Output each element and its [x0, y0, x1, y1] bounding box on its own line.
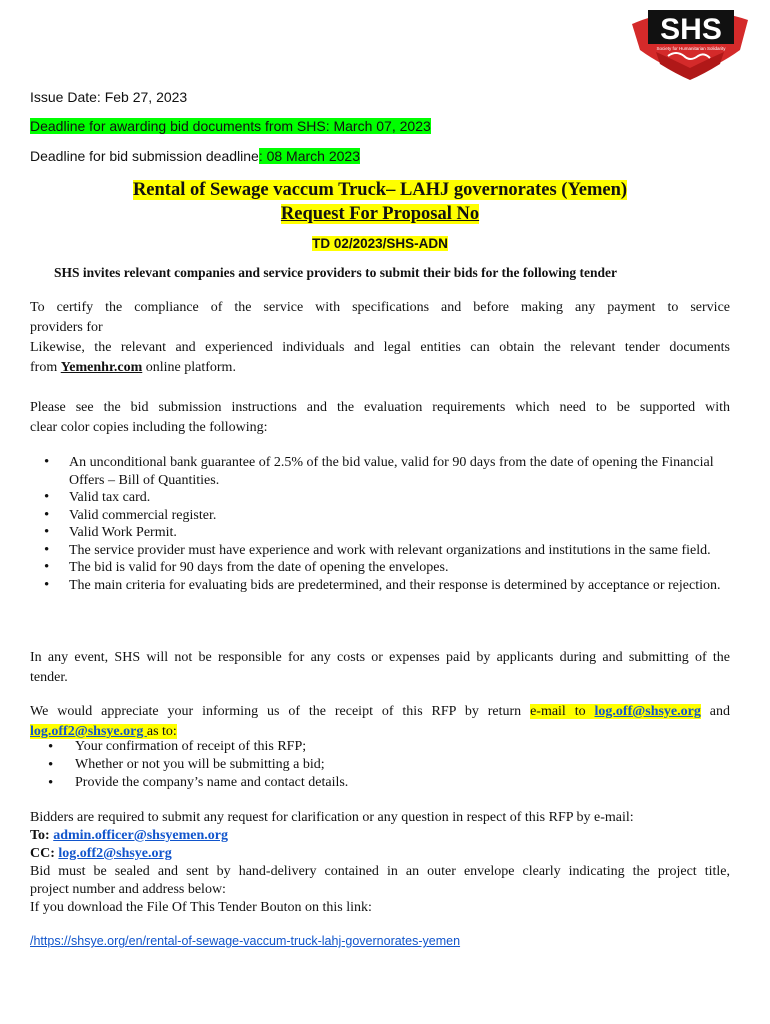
para5-line5: project number and address below: — [30, 882, 226, 897]
requirements-list — [30, 454, 730, 594]
para5-line1: Bidders are required to submit any request for clarification or any question in respect of this RFP by e-mail: — [30, 810, 634, 825]
rfp-number — [0, 236, 760, 251]
rfp-number-text: TD 02/2023/SHS-ADN — [312, 236, 448, 251]
para1-from: from — [30, 360, 61, 375]
cc-label: CC: — [30, 846, 59, 861]
list-item: • An unconditional bank guarantee of 2.5% of the bid value, valid for 90 days from the date of opening the Financial Offers – Bill of Quantities. — [30, 454, 730, 489]
list-item: • Your confirmation of receipt of this RFP; — [30, 738, 730, 756]
rfp-title-text: Request For Proposal No — [280, 204, 480, 224]
deadline-submission-label: Deadline for bid submission deadline — [30, 148, 259, 164]
para2-line1: Please see the bid submission instructions and the evaluation requirements which need to be supported with — [30, 400, 730, 415]
para1-line4 — [30, 358, 730, 378]
issue-date: Issue Date: Feb 27, 2023 — [30, 89, 188, 105]
para3-line2: tender. — [30, 670, 68, 685]
para5-line6: If you download the File Of This Tender Bouton on this link: — [30, 900, 372, 915]
list-item: • Whether or not you will be submitting a bid; — [30, 756, 730, 774]
shs-logo — [628, 6, 752, 84]
para1-line2: providers for — [30, 320, 103, 335]
para1-line3: Likewise, the relevant and experienced individuals and legal entities can obtain the relevant tender documents — [30, 340, 730, 355]
deadline-award — [30, 118, 431, 134]
email-link-log-off[interactable]: log.off@shsye.org — [594, 704, 701, 719]
list-item: • Provide the company’s name and contact details. — [30, 774, 730, 792]
platform-link[interactable]: Yemenhr.com — [60, 360, 143, 375]
confirmation-list — [30, 738, 730, 792]
list-item: • Valid tax card. — [30, 489, 730, 507]
deadline-submission-value: : 08 March 2023 — [258, 148, 360, 164]
paragraph-instructions — [30, 398, 730, 438]
para5-to — [30, 827, 730, 845]
para5-cc — [30, 845, 730, 863]
rfp-title — [0, 204, 760, 225]
paragraph-clarification — [30, 809, 730, 917]
email-link-log-off2[interactable]: log.off2@shsye.org — [30, 724, 147, 739]
list-item: • The service provider must have experience and work with relevant organizations and institutions in the same field. — [30, 542, 730, 560]
logo-text: SHS — [660, 13, 722, 46]
to-label: To: — [30, 828, 54, 843]
para2-line2: clear color copies including the following: — [30, 420, 268, 435]
para4-email-label: e-mail to — [530, 704, 595, 719]
email-link-cc[interactable]: log.off2@shsye.org — [58, 846, 172, 861]
list-item: • The main criteria for evaluating bids are predetermined, and their response is determined by acceptance or rejection. — [30, 577, 730, 595]
list-item: • Valid Work Permit. — [30, 524, 730, 542]
list-item: • Valid commercial register. — [30, 507, 730, 525]
paragraph-compliance — [30, 298, 730, 378]
logo-tagline: Society for Humanitarian Solidarity — [656, 46, 726, 51]
para5-line4: Bid must be sealed and sent by hand-delivery contained in an outer envelope clearly indicating the project title, — [30, 864, 730, 879]
tender-title — [0, 180, 760, 201]
paragraph-liability — [30, 648, 730, 688]
para4-line1 — [30, 702, 730, 722]
para4-prefix: We would appreciate your informing us of the receipt of this RFP by return — [30, 704, 531, 719]
para1-line1: To certify the compliance of the service with specifications and before making any payment to service — [30, 300, 730, 315]
deadline-submission — [30, 148, 360, 164]
download-link[interactable]: /https://shsye.org/en/rental-of-sewage-vaccum-truck-lahj-governorates-yemen — [30, 934, 461, 948]
list-item: • The bid is valid for 90 days from the date of opening the envelopes. — [30, 559, 730, 577]
tender-title-text: Rental of Sewage vaccum Truck– LAHJ governorates (Yemen) — [132, 180, 628, 200]
para3-line1: In any event, SHS will not be responsible for any costs or expenses paid by applicants during and submitting of the — [30, 650, 730, 665]
paragraph-receipt — [30, 702, 730, 742]
intro-text: SHS invites relevant companies and service providers to submit their bids for the following tender — [54, 265, 617, 280]
para4-and: and — [700, 704, 730, 719]
para4-suffix: as to: — [146, 724, 177, 739]
email-link-admin[interactable]: admin.officer@shsyemen.org — [53, 828, 228, 843]
para1-suffix: online platform. — [142, 360, 236, 375]
deadline-award-text: Deadline for awarding bid documents from SHS: March 07, 2023 — [30, 118, 431, 134]
